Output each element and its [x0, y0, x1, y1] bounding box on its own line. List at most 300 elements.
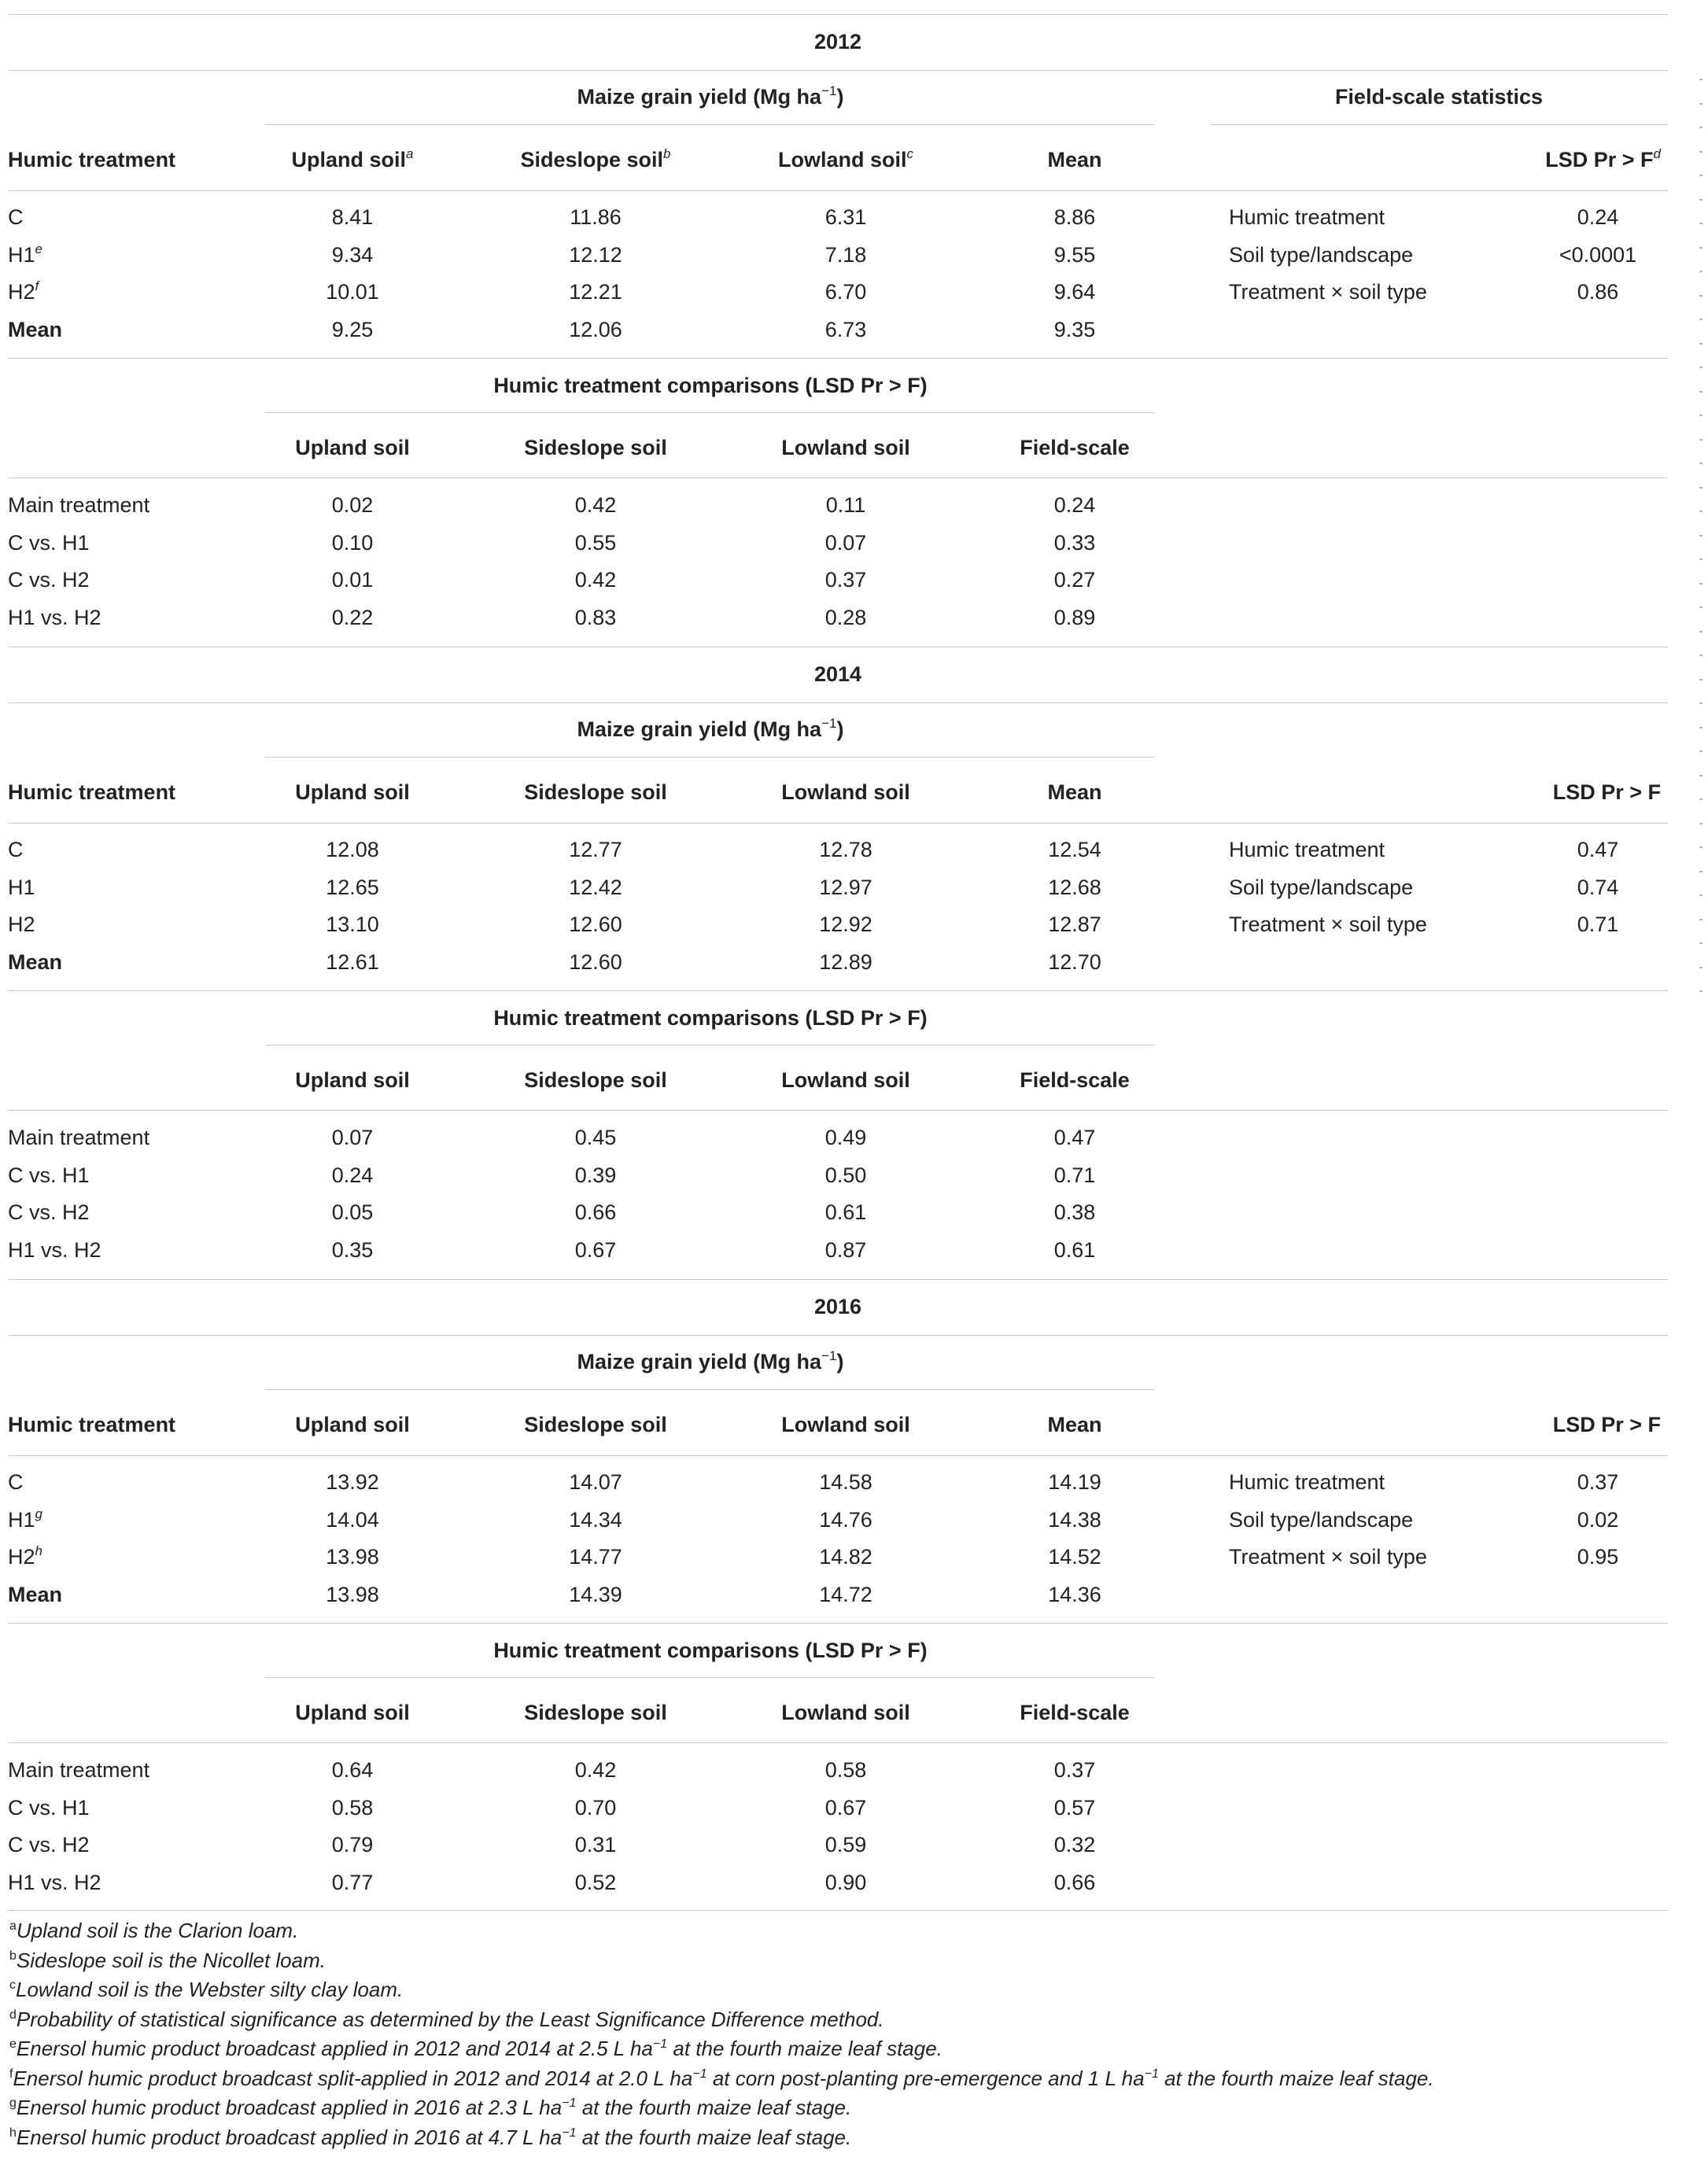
comparison-value: 0.64 [331, 1758, 374, 1782]
yield-header-text: Maize grain yield (Mg ha [577, 1350, 822, 1373]
yield-header-close: ) [836, 85, 844, 109]
comparison-row-label-text: Main treatment [8, 1758, 150, 1782]
footnote-text: Enersol humic product broadcast applied in 2016 at 2.3 L ha [16, 2096, 563, 2119]
comparison-value: 0.31 [574, 1833, 617, 1856]
row-label-text: H1 [8, 1507, 35, 1532]
yield-header-exponent: −1 [821, 716, 837, 731]
row-label [8, 1507, 42, 1532]
comparison-row-label-text: C vs. H1 [8, 1795, 90, 1820]
column-header-rule [8, 823, 1668, 824]
comparison-row-label [8, 530, 90, 555]
comparison-value: 0.27 [1053, 568, 1096, 592]
row-label-text: H1 [8, 242, 35, 267]
yield-value: 12.54 [1048, 838, 1101, 861]
edge-tick [1699, 679, 1702, 680]
year-rule [8, 702, 1668, 703]
comparison-col-header-text: Sideslope soil [524, 1068, 667, 1092]
yield-value: 8.41 [331, 205, 374, 229]
comparison-value: 0.90 [824, 1870, 867, 1894]
footnote [9, 2125, 851, 2150]
edge-tick [1699, 151, 1702, 153]
comparison-row-label-text: C vs. H2 [8, 1833, 90, 1856]
edge-tick [1699, 511, 1702, 512]
edge-tick [1699, 223, 1702, 224]
year-heading [602, 29, 1074, 54]
comparison-col-header [839, 435, 1311, 460]
comparison-value: 0.89 [1053, 605, 1096, 629]
comparison-value: 0.57 [1053, 1795, 1096, 1820]
comparison-col-header-text: Sideslope soil [524, 436, 667, 459]
comparison-cell [839, 492, 1311, 518]
footnote-mark: d [9, 2008, 17, 2022]
comparison-value: 0.42 [574, 1758, 617, 1782]
footnote-text: Upland soil is the Clarion loam. [16, 1919, 299, 1942]
footnote-mark: g [35, 1506, 42, 1521]
edge-tick [1699, 439, 1702, 441]
col-header-text: Lowland soil [781, 1413, 910, 1436]
year-rule [8, 70, 1668, 71]
stat-value-text: 0.24 [1577, 205, 1619, 229]
edge-tick [1699, 199, 1702, 201]
stat-value [1362, 1507, 1708, 1532]
yield-value: 9.55 [1053, 242, 1096, 267]
footnote [9, 1918, 298, 1943]
yield-value: 8.86 [1053, 205, 1096, 229]
footnote-text: at corn post-planting pre-emergence and 1 L ha [706, 2066, 1145, 2090]
col-header-treatment-text: Humic treatment [8, 1413, 176, 1436]
yield-header-text: Maize grain yield (Mg ha [577, 85, 822, 109]
footnote-text: at the fourth maize leaf stage. [1158, 2066, 1434, 2090]
lsd-header [1189, 147, 1661, 172]
footnote-exponent: −1 [562, 2126, 577, 2140]
yield-cell [839, 317, 1311, 342]
comparison-value: 0.49 [824, 1126, 867, 1149]
year-heading [602, 662, 1074, 687]
yield-header-close: ) [836, 1350, 844, 1373]
comparison-cell [839, 1200, 1311, 1225]
comparison-row-label [8, 1237, 101, 1263]
yield-value: 12.97 [819, 875, 872, 899]
comparison-header-rule [265, 1677, 1155, 1678]
yield-cell [839, 1582, 1311, 1607]
comparison-col-header [839, 1700, 1311, 1725]
yield-value: 11.86 [570, 205, 622, 229]
row-label-text: C [8, 1470, 24, 1494]
col-header-text: Mean [1047, 148, 1102, 171]
stat-label-text: Humic treatment [1229, 1470, 1385, 1494]
comparison-cell [839, 1832, 1311, 1857]
yield-value: 12.08 [326, 838, 379, 861]
stat-label-text: Treatment × soil type [1229, 1545, 1427, 1569]
page-edge-marks [1699, 79, 1707, 1023]
footnote-exponent: −1 [692, 2067, 707, 2081]
yield-value: 12.89 [819, 949, 872, 974]
edge-tick [1699, 391, 1702, 393]
comparison-col-header-text: Field-scale [1020, 1068, 1130, 1092]
comparison-row-label-text: H1 vs. H2 [8, 1237, 101, 1262]
yield-value: 14.76 [819, 1507, 872, 1532]
footnote-mark: e [9, 2037, 17, 2051]
yield-value: 12.60 [569, 949, 622, 974]
edge-tick [1699, 295, 1702, 297]
edge-tick [1699, 750, 1702, 752]
yield-value: 12.65 [326, 875, 379, 899]
footnote-mark: c [9, 1978, 16, 1992]
footnote-text: at the fourth maize leaf stage. [667, 2037, 943, 2060]
row-label [8, 205, 24, 230]
edge-tick [1699, 79, 1702, 80]
edge-tick [1699, 990, 1702, 992]
footnote-exponent: −1 [562, 2096, 577, 2110]
row-label-text: Mean [8, 949, 63, 974]
yield-value: 12.70 [1048, 949, 1101, 974]
comparison-cols-rule [8, 477, 1668, 478]
row-label [8, 1544, 42, 1569]
edge-tick [1699, 967, 1702, 968]
edge-tick [1699, 343, 1702, 345]
stat-label-text: Humic treatment [1229, 838, 1385, 861]
footnote [9, 2066, 1434, 2091]
yield-value: 6.31 [824, 205, 867, 229]
col-header-text: Upland soil [291, 148, 407, 171]
footnote-mark: d [1653, 146, 1661, 161]
edge-tick [1699, 727, 1702, 728]
yield-header [474, 1349, 946, 1374]
yield-value: 12.60 [569, 913, 622, 936]
edge-tick [1699, 823, 1702, 824]
footnote-text: Enersol humic product broadcast applied in 2012 and 2014 at 2.5 L ha [16, 2037, 653, 2060]
comparison-col-header-text: Field-scale [1020, 1701, 1130, 1724]
footnote-mark: g [9, 2096, 17, 2110]
comparison-value: 0.67 [824, 1795, 867, 1820]
comparison-header-text: Humic treatment comparisons (LSD Pr > F) [493, 1006, 928, 1030]
yield-value: 7.18 [824, 242, 867, 267]
comparison-value: 0.55 [574, 530, 617, 555]
comparison-row-label [8, 1795, 90, 1820]
comparison-value: 0.59 [824, 1833, 867, 1856]
lsd-header-text: LSD Pr > F [1552, 780, 1661, 804]
year-text: 2016 [813, 1295, 862, 1318]
yield-value: 14.38 [1048, 1507, 1101, 1532]
comparison-value: 0.01 [331, 568, 374, 592]
lsd-header-text: LSD Pr > F [1552, 1413, 1661, 1436]
lsd-header [1189, 780, 1661, 805]
yield-value: 12.21 [569, 280, 622, 304]
comparison-col-header-text: Upland soil [295, 1068, 410, 1092]
stats-header-rule [1210, 124, 1668, 125]
yield-value: 6.73 [824, 317, 867, 341]
yield-value: 14.36 [1048, 1582, 1101, 1606]
yield-value: 13.98 [326, 1582, 379, 1606]
comparison-row-label-text: C vs. H2 [8, 568, 90, 592]
comparison-value: 0.24 [1053, 493, 1096, 517]
comparison-col-header-text: Lowland soil [781, 1068, 910, 1092]
yield-value: 12.42 [569, 875, 622, 899]
comparison-row-label-text: H1 vs. H2 [8, 605, 101, 629]
stat-value [1362, 837, 1708, 862]
row-label [8, 912, 35, 937]
comparison-row-label [8, 1870, 101, 1895]
table-bottom-rule [8, 1910, 1668, 1911]
edge-tick [1699, 654, 1702, 656]
edge-tick [1699, 871, 1702, 872]
comparison-col-header [839, 1067, 1311, 1093]
comparison-header-text: Humic treatment comparisons (LSD Pr > F) [493, 1639, 928, 1662]
row-label [8, 317, 62, 342]
col-header-text: Sideslope soil [520, 148, 664, 171]
comparison-cell [839, 1795, 1311, 1820]
yield-value: 14.07 [569, 1470, 622, 1494]
comparison-row-label [8, 1200, 90, 1225]
stat-value-text: 0.02 [1577, 1507, 1619, 1532]
footnote [9, 2036, 943, 2061]
comparison-value: 0.10 [331, 530, 374, 555]
yield-value: 12.12 [569, 242, 622, 267]
footnote [9, 2095, 851, 2120]
comparison-row-label [8, 1163, 90, 1188]
lsd-header [1189, 1412, 1661, 1437]
stat-value [1362, 279, 1708, 304]
stat-value-text: 0.86 [1577, 280, 1619, 304]
edge-tick [1699, 175, 1702, 176]
yield-value: 9.64 [1053, 280, 1096, 304]
row-label [8, 837, 24, 862]
comparison-row-label-text: Main treatment [8, 493, 150, 517]
stat-value [1362, 205, 1708, 230]
col-header-text: Mean [1047, 1413, 1102, 1436]
row-label-text: C [8, 838, 24, 861]
yield-header-exponent: −1 [821, 1348, 837, 1363]
stat-value [1362, 242, 1708, 267]
comparison-value: 0.39 [574, 1163, 617, 1187]
col-header-text: Lowland soil [781, 780, 910, 804]
comparison-col-header-text: Upland soil [295, 1701, 410, 1724]
edge-tick [1699, 487, 1702, 489]
edge-tick [1699, 631, 1702, 632]
comparison-value: 0.50 [824, 1163, 867, 1187]
stat-value-text: <0.0001 [1559, 242, 1637, 267]
comparison-row-label-text: C vs. H2 [8, 1200, 90, 1224]
footnote-mark: f [35, 278, 39, 293]
yield-value: 14.82 [819, 1545, 872, 1569]
yield-value: 13.10 [326, 913, 379, 936]
comparison-cols-rule [8, 1742, 1668, 1743]
row-label-text: H1 [8, 875, 35, 899]
comparison-cell [839, 530, 1311, 555]
comparison-value: 0.42 [574, 568, 617, 592]
comparison-row-label-text: H1 vs. H2 [8, 1870, 101, 1894]
footnote-text: at the fourth maize leaf stage. [576, 2096, 852, 2119]
yield-value: 14.77 [569, 1545, 622, 1569]
yield-header [474, 717, 946, 742]
comparison-header-rule [265, 412, 1155, 413]
comparison-cell [839, 605, 1311, 630]
edge-tick [1699, 919, 1702, 920]
section-rule [8, 1279, 1668, 1280]
footnote-mark: a [9, 1919, 17, 1933]
footnote-text: Lowland soil is the Webster silty clay loam. [16, 1978, 404, 2001]
comparison-row-label-text: Main treatment [8, 1126, 150, 1149]
yield-value: 12.78 [819, 838, 872, 861]
footnote-text: Sideslope soil is the Nicollet loam. [16, 1948, 326, 1972]
comparison-value: 0.70 [574, 1795, 617, 1820]
yield-value: 14.34 [569, 1507, 622, 1532]
footnote-mark: e [35, 241, 42, 256]
footnote [9, 2007, 884, 2032]
comparison-col-header-text: Field-scale [1020, 436, 1130, 459]
comparison-col-header-text: Lowland soil [781, 436, 910, 459]
comparison-cell [839, 1237, 1311, 1263]
comparison-value: 0.47 [1053, 1126, 1096, 1149]
comparison-value: 0.24 [331, 1163, 374, 1187]
yield-value: 14.04 [326, 1507, 379, 1532]
edge-tick [1699, 271, 1702, 272]
stat-label-text: Soil type/landscape [1229, 242, 1414, 267]
yield-value: 12.68 [1048, 875, 1101, 899]
yield-value: 14.39 [569, 1582, 622, 1606]
stat-label-text: Humic treatment [1229, 205, 1385, 229]
footnote-exponent: −1 [1144, 2067, 1159, 2081]
yield-value: 14.58 [819, 1470, 872, 1494]
yield-value: 12.92 [819, 913, 872, 936]
comparison-cols-rule [8, 1110, 1668, 1111]
row-label-text: Mean [8, 317, 63, 341]
yield-value: 9.25 [331, 317, 374, 341]
comparison-value: 0.77 [331, 1870, 374, 1894]
yield-value: 14.19 [1048, 1470, 1101, 1494]
footnote-exponent: −1 [652, 2037, 668, 2051]
section-rule [8, 14, 1668, 15]
comparison-value: 0.79 [331, 1833, 374, 1856]
footnote-text: at the fourth maize leaf stage. [576, 2125, 852, 2149]
yield-value: 14.52 [1048, 1545, 1101, 1569]
row-label-text: C [8, 205, 24, 229]
comparison-cell [839, 1757, 1311, 1783]
yield-cell [839, 949, 1311, 975]
stat-value-text: 0.74 [1577, 875, 1619, 899]
footnote-mark: b [663, 146, 671, 161]
yield-header-close: ) [836, 717, 844, 741]
yield-value: 10.01 [326, 280, 379, 304]
comparison-value: 0.07 [824, 530, 867, 555]
column-header-rule [8, 1455, 1668, 1456]
row-label-text: H2 [8, 913, 35, 936]
stat-value [1362, 875, 1708, 900]
yield-header-rule [265, 124, 1155, 125]
stat-value-text: 0.47 [1577, 838, 1619, 861]
yield-value: 13.92 [326, 1470, 379, 1494]
comparison-value: 0.02 [331, 493, 374, 517]
comparison-value: 0.83 [574, 605, 617, 629]
yield-value: 13.98 [326, 1545, 379, 1569]
yield-value: 12.06 [569, 317, 622, 341]
row-label [8, 1582, 62, 1607]
stat-value-text: 0.37 [1577, 1470, 1619, 1494]
comparison-value: 0.67 [574, 1237, 617, 1262]
yield-value: 12.87 [1048, 913, 1101, 936]
stat-value [1362, 1469, 1708, 1495]
comparison-value: 0.52 [574, 1870, 617, 1894]
edge-tick [1699, 894, 1702, 896]
comparison-value: 0.07 [331, 1126, 374, 1149]
row-label [8, 279, 39, 304]
comparison-value: 0.28 [824, 605, 867, 629]
comparison-row-label [8, 1832, 90, 1857]
year-text: 2012 [813, 30, 862, 53]
edge-tick [1699, 942, 1702, 944]
col-header-text: Sideslope soil [524, 1413, 667, 1436]
footnote-mark: h [35, 1543, 42, 1558]
stat-value [1362, 1544, 1708, 1569]
stat-value-text: 0.95 [1577, 1545, 1619, 1569]
stat-label-text: Treatment × soil type [1229, 913, 1427, 936]
yield-header-rule [265, 1389, 1155, 1390]
year-text: 2014 [813, 662, 862, 686]
comparison-row-label-text: C vs. H1 [8, 530, 90, 555]
yield-value: 9.34 [331, 242, 374, 267]
edge-tick [1699, 415, 1702, 416]
comparison-value: 0.71 [1053, 1163, 1096, 1187]
comparison-value: 0.66 [1053, 1870, 1096, 1894]
yield-value: 9.35 [1053, 317, 1096, 341]
comparison-cell [839, 1163, 1311, 1188]
edge-tick [1699, 247, 1702, 249]
comparison-col-header-text: Lowland soil [781, 1701, 910, 1724]
comparison-header-text: Humic treatment comparisons (LSD Pr > F) [493, 374, 928, 397]
edge-tick [1699, 535, 1702, 536]
comparison-value: 0.37 [1053, 1758, 1096, 1782]
comparison-value: 0.87 [824, 1237, 867, 1262]
comparison-value: 0.58 [331, 1795, 374, 1820]
comparison-col-header-text: Upland soil [295, 436, 410, 459]
comparison-value: 0.58 [824, 1758, 867, 1782]
comparison-header [474, 373, 946, 398]
yield-value: 12.61 [326, 949, 379, 974]
stat-value-text: 0.71 [1577, 913, 1619, 936]
row-label-text: Mean [8, 1582, 63, 1606]
comparison-cell [839, 567, 1311, 592]
edge-tick [1699, 463, 1702, 464]
edge-tick [1699, 367, 1702, 368]
stat-label-text: Soil type/landscape [1229, 1507, 1414, 1532]
col-header-text: Lowland soil [777, 148, 907, 171]
comparison-value: 0.61 [1053, 1237, 1096, 1262]
edge-tick [1699, 319, 1702, 320]
yield-value: 12.77 [569, 838, 622, 861]
stat-label-text: Treatment × soil type [1229, 280, 1427, 304]
yield-header-exponent: −1 [821, 83, 837, 98]
comparison-value: 0.42 [574, 493, 617, 517]
comparison-header [474, 1005, 946, 1031]
yield-header-rule [265, 757, 1155, 758]
comparison-value: 0.61 [824, 1200, 867, 1224]
yield-value: 6.70 [824, 280, 867, 304]
comparison-row-label [8, 605, 101, 630]
comparison-value: 0.22 [331, 605, 374, 629]
col-header-text: Mean [1047, 780, 1102, 804]
row-label [8, 949, 62, 975]
edge-tick [1699, 583, 1702, 584]
footnote-mark: b [9, 1949, 17, 1963]
stat-label-text: Soil type/landscape [1229, 875, 1414, 899]
edge-tick [1699, 607, 1702, 608]
edge-tick [1699, 702, 1702, 704]
comparison-value: 0.45 [574, 1126, 617, 1149]
comparison-value: 0.66 [574, 1200, 617, 1224]
row-label [8, 875, 35, 900]
footnote [9, 1977, 403, 2002]
footnote-mark: a [406, 146, 414, 161]
